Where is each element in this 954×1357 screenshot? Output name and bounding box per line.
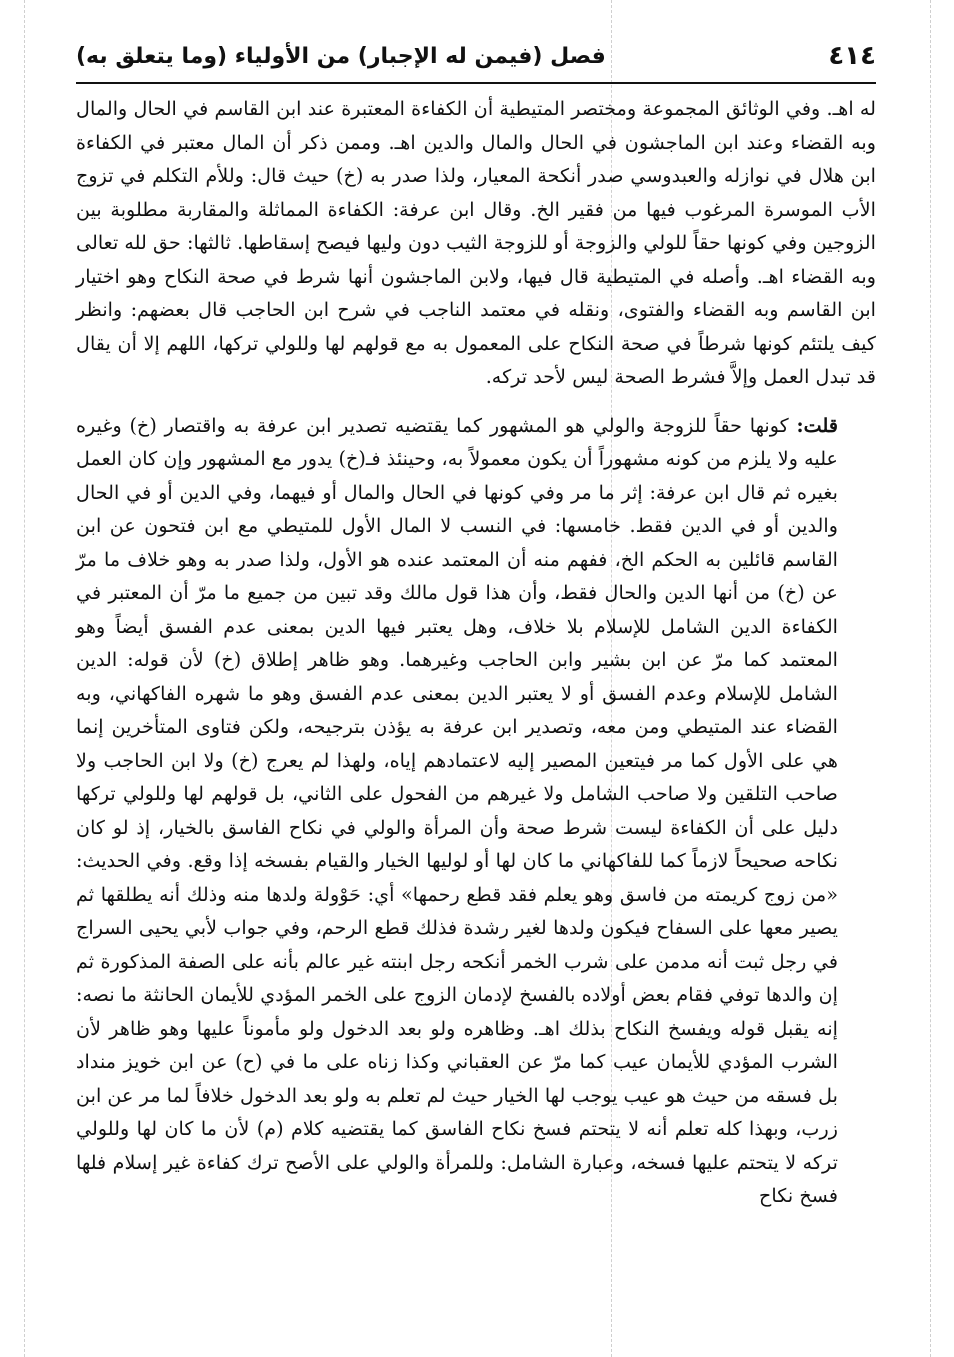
body-text bbox=[76, 92, 876, 1213]
paragraph-2-text: كونها حقاً للزوجة والولي هو المشهور كما يقتضيه تصدير ابن عرفة به واقتصار (خ) وغيره عليه ولا يلزم من كونه مشهوراً أن يكون معمولاً به، وحينئذ فـ(خ) يدور مع المشهور وإن كان العمل بغيره ثم قال ابن عرفة: إثر ما مر وفي كونها في الحال والمال أو فيهما، وفي الدين أو في الحال والدين أو في الدين فقط. خامسها: في النسب لا المال الأول للمتيطي مع ابن فتحون عن ابن القاسم قائلين به الحكم الخ، ففهم منه أن المعتمد عنده هو الأول، ولذا صدر به وهو خلاف ما مرّ عن (خ) من أنها الدين والحال فقط، وأن هذا قول مالك وقد تبين من جميع ما مرّ أن المعتبر في الكفاءة الدين الشامل للإسلام بلا خلاف، وهل يعتبر فيها الدين بمعنى عدم الفسق أيضاً وهو المعتمد كما مرّ عن ابن بشير وابن الحاجب وغيرهما. وهو ظاهر إطلاق (خ) لأن قوله: الدين الشامل للإسلام وعدم الفسق أو لا يعتبر الدين بمعنى عدم الفسق وهو ما شهره الفاكهاني، وبه القضاء عند المتيطي ومن معه، وتصدير ابن عرفة به يؤذن بترجيحه، ولكن فتاوى المتأخرين إنما هي على الأول كما مر فيتعين المصير إليه لاعتمادهم إياه، ولهذا لم يعرج (خ) ولا ابن الحاجب ولا صاحب التلقين ولا صاحب الشامل ولا غيرهم من الفحول على الثاني، بل قولهم لها وللولي تركها دليل على أن الكفاءة ليست شرط صحة وأن المرأة والولي في نكاح الفاسق بالخيار، إذ لو كان نكاحه صحيحاً لازماً كما للفاكهاني ما كان لها أو لوليها الخيار والقيام بفسخه إذا وقع. وفي الحديث: «من زوج كريمته من فاسق وهو يعلم فقد قطع رحمها» أي: حَوْولة ولدها منه وذلك أنه يطلقها ثم يصير معها على السفاح فيكون ولدها لغير رشدة فذلك قطع الرحم، وفي جواب لأبي يحيى السراج في رجل ثبت أنه مدمن على شرب الخمر أنكحه رجل ابنته غير عالم بأنه على الصفة المذكورة ثم إن والدها توفي فقام بعض أولاده بالفسخ لإدمان الزوج على الخمر المؤدي للأيمان الحانثة ما نصه: إنه يقبل قوله ويفسخ النكاح بذلك اهـ. وظاهره ولو بعد الدخول ولو مأموناً عليها وهو ظاهر لأن الشرب المؤدي للأيمان عيب كما مرّ عن العقباني وكذا زناه على ما في (ح) عن ابن خويز منداد بل فسقه من حيث هو عيب يوجب لها الخيار حيث لم تعلم به ولو بعد الدخول خلافاً لما مر عن ابن زرب، وبهذا كله تعلم أنه لا يتحتم فسخ نكاح الفاسق كما يقتضيه كلام (م) لأن ما كان لها وللولي تركه لا يتحتم عليها فسخه، وعبارة الشامل: وللمرأة والولي على الأصح ترك كفاءة غير إسلام فلها فسخ نكاح bbox=[76, 413, 838, 1207]
paragraph-2-lead: قلت: bbox=[796, 413, 838, 437]
paragraph-1-text: له اهـ. وفي الوثائق المجموعة ومختصر المتيطية أن الكفاءة المعتبرة عند ابن القاسم في الحال والمال وبه القضاء وعند ابن الماجشون في الحال والمال والدين اهـ. وممن ذكر أن المال معتبر في الكفاءة ابن هلال في نوازله والعبدوسي صدر أنكحة المعيار، ولذا صدر به (خ) حيث قال: وللأم التكلم في تزوج الأب الموسرة المرغوب فيها من فقير الخ. وقال ابن عرفة: الكفاءة المماثلة والمقاربة مطلوبة بين الزوجين وفي كونها حقاً للولي والزوجة أو للزوجة الثيب دون وليها فيصح إسقاطها. ثالثها: حق لله تعالى وبه القضاء اهـ. وأصله في المتيطية قال فيها، ولابن الماجشون أنها شرط في صحة النكاح وهو اختيار ابن القاسم وبه القضاء والفتوى، ونقله في معتمد الناجب في شرح ابن الحاجب قال بعضهم: وانظر كيف يلتئم كونها شرطاً في صحة النكاح على المعمول به مع قولهم لها وللولي تركها، اللهم إلا أن يقال قد تبدل العمل وإلاَّ فشرط الصحة ليس لأحد تركه. bbox=[76, 97, 876, 388]
page-number: ٤١٤ bbox=[828, 41, 876, 71]
paragraph-2 bbox=[76, 409, 876, 1213]
scan-fold-line-left bbox=[24, 0, 25, 1357]
paragraph-1 bbox=[76, 92, 876, 394]
scan-fold-line-right bbox=[930, 0, 931, 1357]
chapter-title: فصل (فيمن له الإجبار) من الأولياء (وما يتعلق به) bbox=[76, 43, 606, 69]
page-header bbox=[76, 30, 876, 84]
